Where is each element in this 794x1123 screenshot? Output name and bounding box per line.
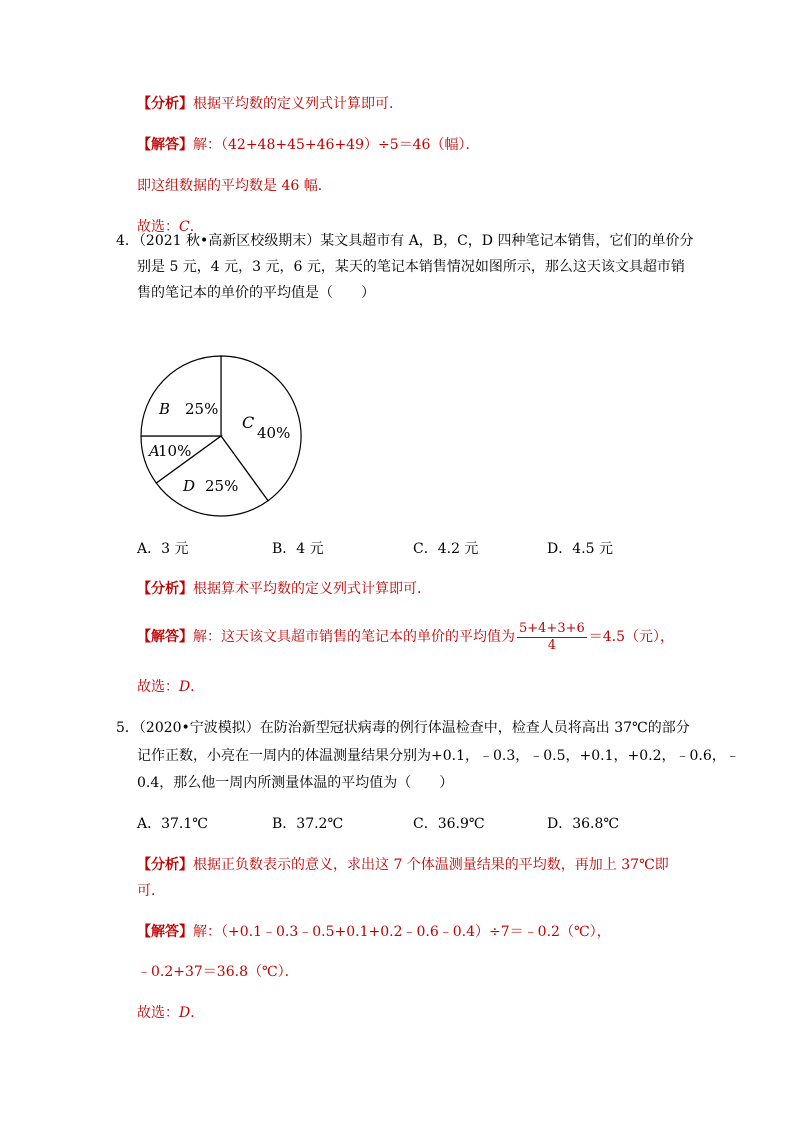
analysis-text: 根据平均数的定义列式计算即可． (193, 96, 403, 112)
answer-result: ＝4.5（元）， (588, 629, 675, 645)
pie-label-d-pct: 25% (205, 477, 239, 495)
answer-tag: 【解答】 (137, 137, 193, 153)
pie-label-c-letter: C (242, 413, 255, 432)
answer-expression: （+0.1﹣0.3﹣0.5+0.1+0.2﹣0.6﹣0.4）÷7＝﹣0.2（℃）， (221, 924, 611, 940)
q4-option-a: A．3 元 (137, 541, 189, 557)
answer-expression: （42+48+45+46+49）÷5＝46（幅）． (221, 137, 480, 153)
choose-end: ． (190, 1005, 205, 1021)
q5-analysis (137, 855, 669, 875)
answer-lead: 解： (193, 629, 221, 645)
pie-label-b-letter: B (159, 400, 171, 418)
q3-conclusion (137, 176, 332, 196)
pie-slice-b (141, 356, 221, 436)
q5-option-a: A．37.1℃ (137, 816, 208, 832)
q5-stem-line-1: 5．（2020•宁波模拟）在防治新型冠状病毒的例行体温检查中，检查人员将高出 37℃的部分 (116, 720, 690, 736)
choose-letter: C (179, 219, 190, 235)
pie-label-c-pct: 40% (257, 424, 291, 442)
choose-lead: 故选： (137, 679, 179, 695)
choose-letter: D (179, 1005, 191, 1021)
choose-lead: 故选： (137, 1005, 179, 1021)
q4-option-d: D．4.5 元 (547, 541, 613, 557)
q5-option-b: B．37.2℃ (272, 816, 344, 832)
q4-option-b: B．4 元 (272, 541, 324, 557)
conclusion-text: 即这组数据的平均数是 (137, 178, 282, 194)
q5-stem-line-3: 0.4，那么他一周内所测量体温的平均值为（ ） (137, 775, 454, 791)
pie-chart (137, 352, 307, 522)
pie-label-d-letter: D (183, 477, 196, 495)
choose-end: ． (189, 219, 204, 235)
q5-analysis-cont: 可． (137, 883, 165, 899)
conclusion-value: 46 幅 (281, 178, 318, 194)
conclusion-end: ． (317, 178, 332, 194)
q4-stem-line-2: 别是 5 元，4 元，3 元，6 元，某天的笔记本销售情况如图所示，那么这天该文具超市销 (137, 259, 685, 275)
q3-analysis (137, 94, 403, 114)
analysis-tag: 【分析】 (137, 96, 193, 112)
q4-stem-line-1: 4．（2021 秋•高新区校级期末）某文具超市有 A，B，C，D 四种笔记本销售，它们的单价分 (116, 233, 694, 249)
analysis-text: 根据算术平均数的定义列式计算即可． (193, 581, 431, 597)
q4-answer (137, 620, 674, 654)
fraction-numerator: 5+4+3+6 (519, 620, 585, 636)
answer-lead: 解： (193, 137, 221, 153)
pie-label-b-pct: 25% (185, 400, 219, 418)
q5-option-d: D．36.8℃ (547, 816, 620, 832)
q5-choice (137, 1003, 204, 1023)
q4-option-c: C．4.2 元 (413, 541, 479, 557)
choose-end: ． (190, 679, 205, 695)
q4-analysis (137, 579, 431, 599)
q3-answer (137, 135, 479, 155)
average-fraction (517, 621, 587, 654)
choose-lead: 故选： (137, 219, 179, 235)
fraction-denominator: 4 (547, 637, 557, 653)
q4-stem-line-3: 售的笔记本的单价的平均值是（ ） (137, 285, 375, 301)
q4-choice (137, 677, 204, 697)
analysis-tag: 【分析】 (137, 857, 193, 873)
q5-option-c: C．36.9℃ (413, 816, 485, 832)
pie-label-a-letter: A (149, 442, 160, 460)
pie-label-a-pct: 10% (158, 442, 192, 460)
analysis-text: 根据正负数表示的意义，求出这 7 个体温测量结果的平均数，再加上 37℃即 (193, 857, 669, 873)
answer-tag: 【解答】 (137, 629, 193, 645)
q5-answer-cont: ﹣0.2+37＝36.8（℃）． (137, 964, 299, 980)
answer-lead: 解： (193, 924, 221, 940)
q5-stem-line-2: 记作正数，小亮在一周内的体温测量结果分别为+0.1，﹣0.3，﹣0.5，+0.1，+0.2，﹣0.6，﹣ (137, 748, 740, 764)
answer-tag: 【解答】 (137, 924, 193, 940)
q5-answer (137, 922, 611, 942)
choose-letter: D (179, 679, 191, 695)
analysis-tag: 【分析】 (137, 581, 193, 597)
answer-text: 这天该文具超市销售的笔记本的单价的平均值为 (221, 629, 515, 645)
